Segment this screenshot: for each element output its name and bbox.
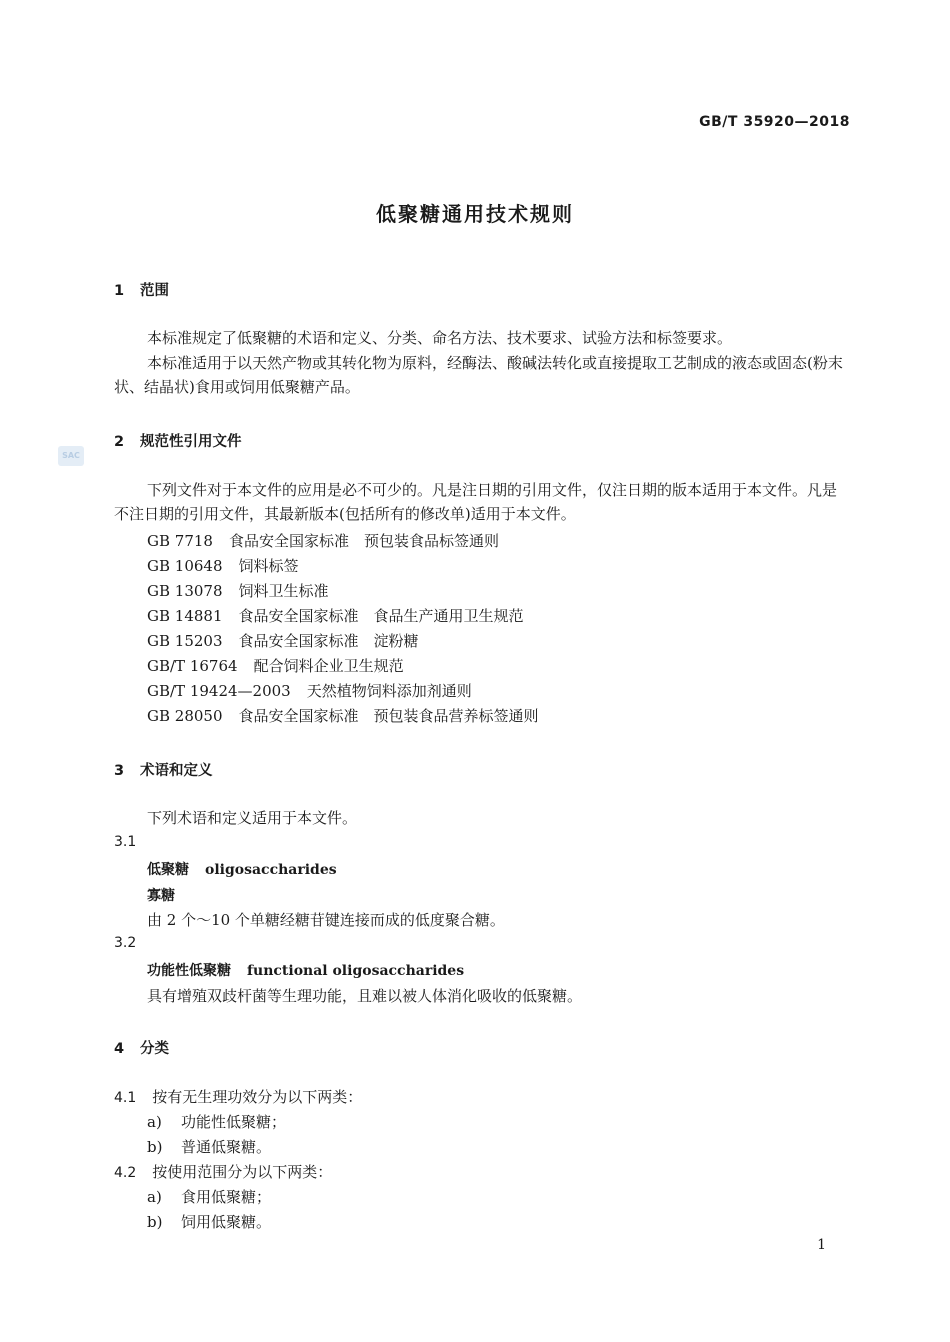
section-number: 2 [114, 434, 125, 450]
reference-item [147, 655, 404, 676]
section-2-heading [114, 430, 242, 451]
clause-4-1 [114, 1086, 362, 1107]
reference-item [147, 630, 419, 651]
section-3-heading [114, 759, 213, 780]
sac-watermark-logo: SAC [58, 446, 84, 466]
reference-name: 食品安全国家标准 淀粉糖 [238, 632, 419, 650]
reference-code: GB 10648 [147, 557, 223, 575]
clause-number: 4.1 [114, 1090, 137, 1106]
reference-code: GB/T 16764 [147, 657, 238, 675]
section-1-paragraph-1: 本标准规定了低聚糖的术语和定义、分类、命名方法、技术要求、试验方法和标签要求。 [147, 329, 733, 347]
reference-item [147, 555, 299, 576]
clause-4-2 [114, 1161, 332, 1182]
list-label: a) [147, 1188, 162, 1206]
reference-item [147, 605, 524, 626]
section-number: 4 [114, 1041, 125, 1057]
list-label: a) [147, 1113, 162, 1131]
document-title: 低聚糖通用技术规则 [376, 202, 574, 226]
section-2-intro: 下列文件对于本文件的应用是必不可少的。凡是注日期的引用文件，仅注日期的版本适用于本文件。凡是不注日期的引用文件，其最新版本(包括所有的修改单)适用于本文件。 [114, 481, 838, 523]
section-1-paragraph-2: 本标准适用于以天然产物或其转化物为原料，经酶法、酸碱法转化或直接提取工艺制成的液态或固态(粉末状、结晶状)食用或饲用低聚糖产品。 [114, 354, 843, 396]
reference-item [147, 680, 472, 701]
term-alternative: 寡糖 [147, 888, 175, 904]
reference-name: 饲料标签 [238, 557, 299, 575]
list-item [147, 1136, 271, 1157]
reference-code: GB 13078 [147, 582, 223, 600]
clause-number: 4.2 [114, 1165, 137, 1181]
term-english: oligosaccharides [205, 862, 337, 878]
list-label: b) [147, 1138, 163, 1156]
reference-code: GB 7718 [147, 532, 213, 550]
reference-code: GB 15203 [147, 632, 223, 650]
list-item [147, 1211, 271, 1232]
reference-name: 食品安全国家标准 预包装食品标签通则 [228, 532, 499, 550]
list-text: 普通低聚糖。 [181, 1138, 272, 1156]
reference-name: 食品安全国家标准 食品生产通用卫生规范 [238, 607, 524, 625]
list-label: b) [147, 1213, 163, 1231]
section-4-heading [114, 1037, 169, 1058]
clause-text: 按有无生理功效分为以下两类： [152, 1088, 363, 1106]
list-text: 功能性低聚糖； [181, 1113, 287, 1131]
section-title: 范围 [140, 283, 169, 299]
standard-code: GB/T 35920—2018 [699, 114, 850, 130]
section-3-intro: 下列术语和定义适用于本文件。 [147, 809, 358, 827]
list-item [147, 1111, 286, 1132]
section-title: 术语和定义 [140, 763, 213, 779]
reference-name: 饲料卫生标准 [238, 582, 329, 600]
reference-code: GB 14881 [147, 607, 223, 625]
list-text: 食用低聚糖； [181, 1188, 272, 1206]
list-item [147, 1186, 271, 1207]
term-number: 3.1 [114, 834, 137, 850]
reference-code: GB 28050 [147, 707, 223, 725]
reference-item [147, 580, 329, 601]
page-number: 1 [817, 1237, 826, 1253]
term-chinese: 低聚糖 [147, 862, 189, 878]
term-definition: 具有增殖双歧杆菌等生理功能，且难以被人体消化吸收的低聚糖。 [147, 987, 583, 1005]
reference-name: 配合饲料企业卫生规范 [253, 657, 404, 675]
section-number: 3 [114, 763, 125, 779]
term-definition: 由 2 个～10 个单糖经糖苷键连接而成的低度聚合糖。 [147, 911, 505, 929]
clause-text: 按使用范围分为以下两类： [152, 1163, 333, 1181]
term-number: 3.2 [114, 935, 137, 951]
reference-item [147, 530, 499, 551]
term-chinese: 功能性低聚糖 [147, 963, 231, 979]
reference-item [147, 705, 539, 726]
list-text: 饲用低聚糖。 [181, 1213, 272, 1231]
section-number: 1 [114, 283, 125, 299]
term-english: functional oligosaccharides [247, 963, 465, 979]
term-heading [147, 960, 464, 980]
reference-code: GB/T 19424—2003 [147, 682, 291, 700]
section-title: 规范性引用文件 [140, 434, 242, 450]
reference-name: 天然植物饲料添加剂通则 [306, 682, 472, 700]
reference-name: 食品安全国家标准 预包装食品营养标签通则 [238, 707, 539, 725]
section-1-heading [114, 279, 169, 300]
term-heading [147, 859, 337, 879]
section-title: 分类 [140, 1041, 169, 1057]
